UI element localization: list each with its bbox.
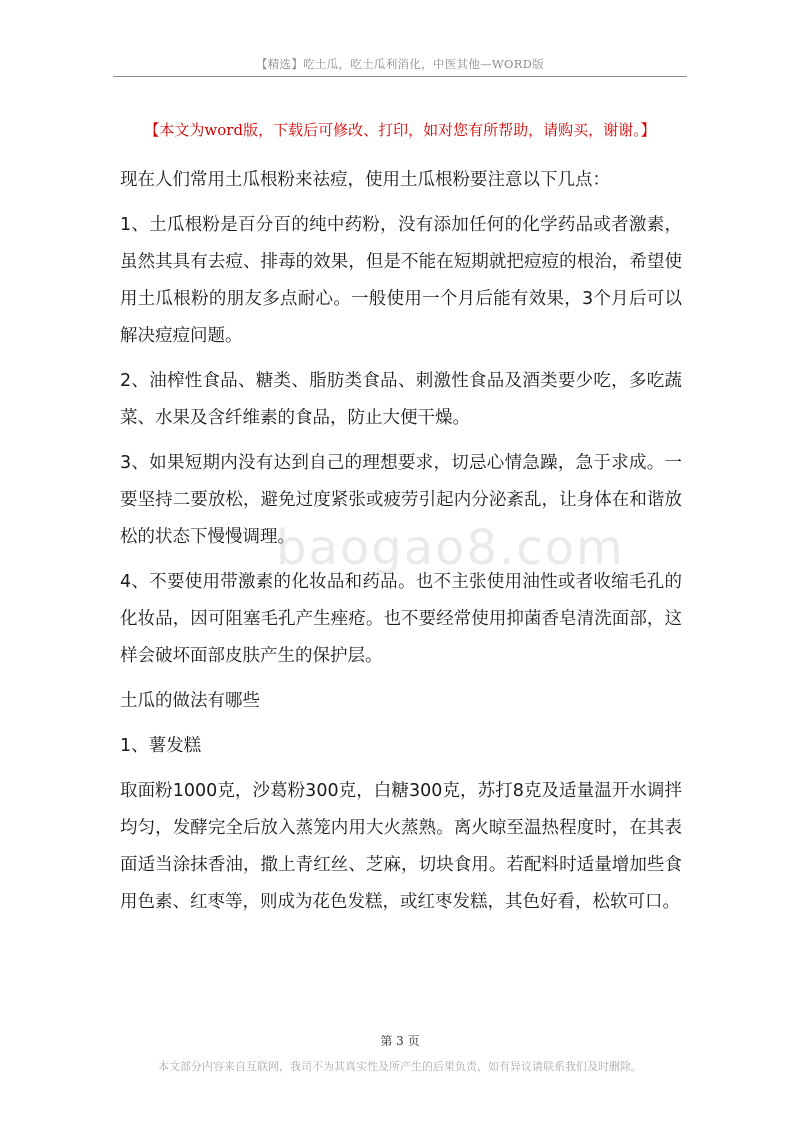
point-4-paragraph: 4、不要使用带激素的化妆品和药品。也不主张使用油性或者收缩毛孔的化妆品，因可阻塞毛孔产生痤疮。也不要经常使用抑菌香皂清洗面部，这样会破坏面部皮肤产生的保护层。 <box>120 572 682 666</box>
recipe-paragraph: 取面粉1000克，沙葛粉300克，白糖300克，苏打8克及适量温开水调拌均匀，发酵完全后放入蒸笼内用大火蒸熟。离火晾至温热程度时，在其表面适当涂抹香油，撒上青红丝、芝麻，切块食用。若配料时适量增加些食用色素、红枣等，则成为花色发糕，或红枣发糕，其色好看，松软可口。 <box>120 781 682 912</box>
point-3-paragraph: 3、如果短期内没有达到自己的理想要求，切忌心情急躁，急于求成。一要坚持二要放松，避免过度紧张或疲劳引起内分泌紊乱，让身体在和谐放松的状态下慢慢调理。 <box>120 453 682 547</box>
header-divider <box>113 76 687 77</box>
point-2-paragraph: 2、油榨性食品、糖类、脂肪类食品、刺激性食品及酒类要少吃，多吃蔬菜、水果及含纤维素的食品，防止大便干燥。 <box>120 371 682 428</box>
section-heading: 土瓜的做法有哪些 <box>120 691 260 711</box>
page-number: 第 3 页 <box>380 1034 420 1048</box>
watermark: baogao8.com <box>276 520 625 576</box>
recipe-title: 1、薯发糕 <box>120 736 202 756</box>
disclaimer-footer: 本文部分内容来自互联网，我司不为其真实性及所产生的后果负责，如有异议请联系我们及时删除。 <box>158 1060 642 1073</box>
intro-paragraph: 现在人们常用土瓜根粉来祛痘，使用土瓜根粉要注意以下几点： <box>120 170 610 190</box>
point-1-paragraph: 1、土瓜根粉是百分百的纯中药粉，没有添加任何的化学药品或者激素，虽然其具有去痘、排毒的效果，但是不能在短期就把痘痘的根治，希望使用土瓜根粉的朋友多点耐心。一般使用一个月后能有效果，3个月后可以解决痘痘问题。 <box>120 215 682 346</box>
word-version-notice: 【本文为word版，下载后可修改、打印，如对您有所帮助，请购买，谢谢。】 <box>144 121 656 139</box>
document-header: 【精选】吃土瓜，吃土瓜利消化，中医其他—WORD版 <box>255 57 545 71</box>
document-body <box>120 162 682 929</box>
